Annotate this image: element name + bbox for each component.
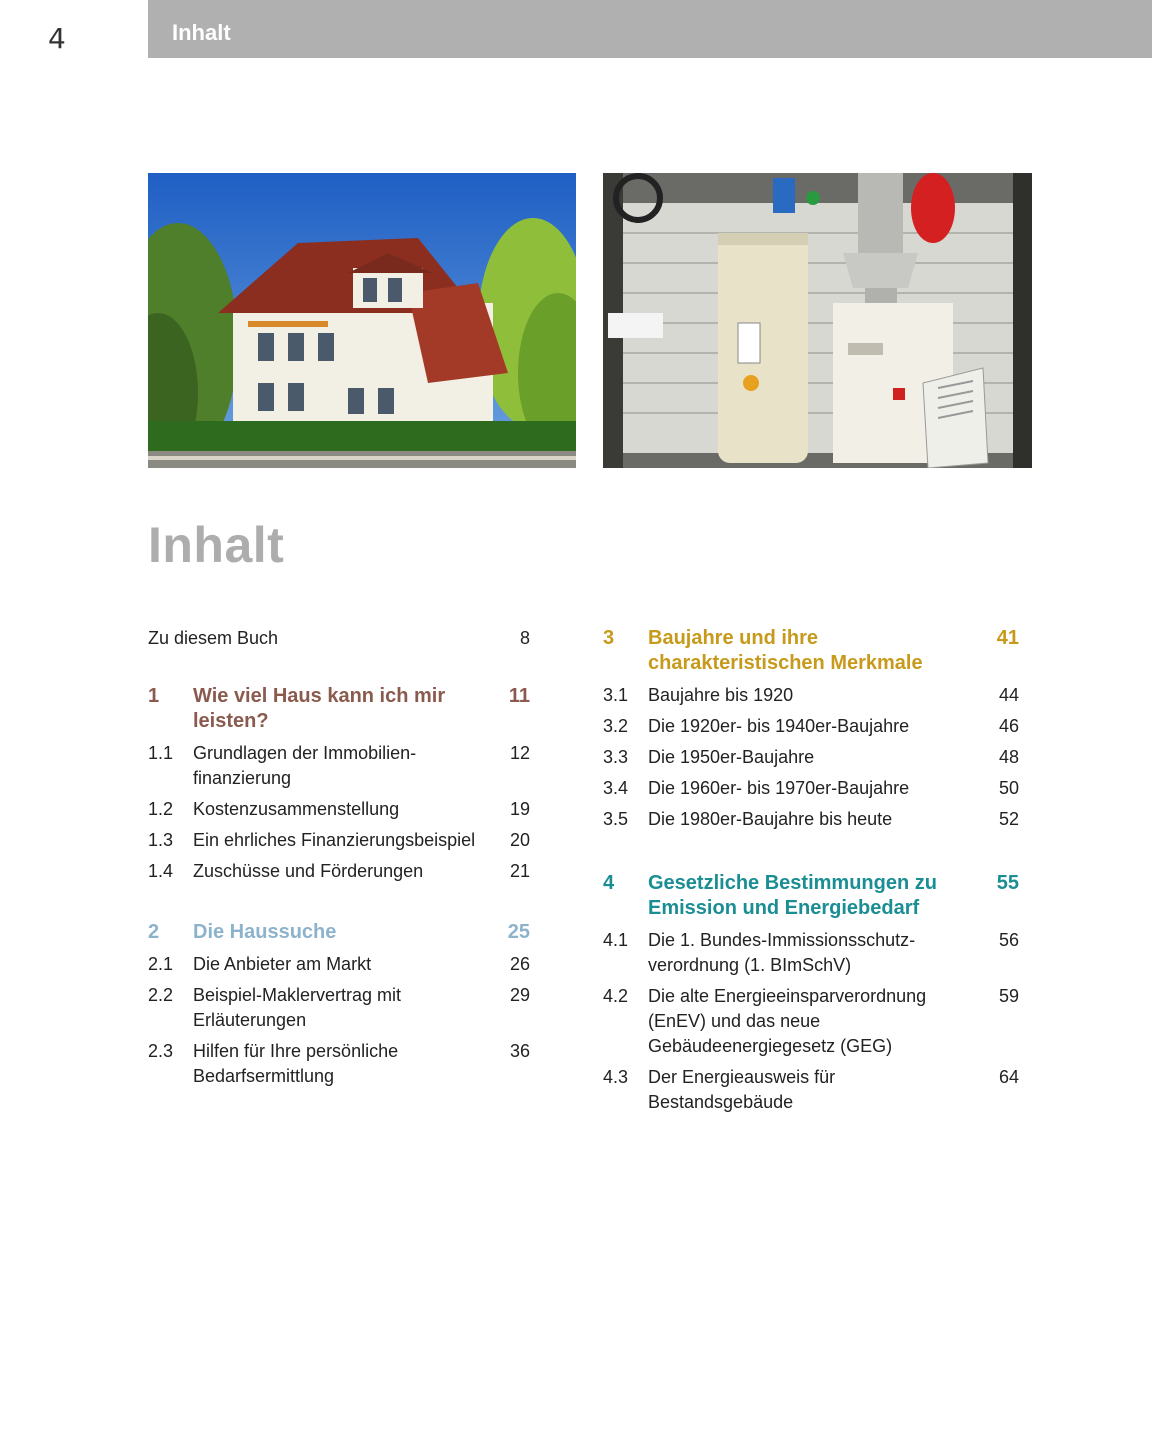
toc-entry-label: Die 1. Bundes-Immissionsschutz-verordnung (1. BImSchV) bbox=[648, 930, 916, 975]
toc-entry-page: 21 bbox=[509, 861, 530, 881]
toc-entry-number: 3.1 bbox=[603, 685, 629, 705]
header-bar bbox=[148, 0, 1152, 58]
toc-entry-number: 2.1 bbox=[148, 954, 174, 974]
toc-entry-label: Zu diesem Buch bbox=[148, 628, 279, 648]
toc-entry-label: Die Anbieter am Markt bbox=[193, 954, 372, 974]
toc-entry-number: 4.3 bbox=[603, 1067, 629, 1087]
toc-entry-page: 36 bbox=[509, 1041, 530, 1061]
toc-entry-number: 2.3 bbox=[148, 1041, 174, 1061]
toc-entry-2-1[interactable] bbox=[148, 952, 530, 977]
header-title: Inhalt bbox=[172, 20, 231, 45]
chapter-title: Gesetzliche Bestimmungen zu Emission und Energiebedarf bbox=[648, 872, 937, 919]
toc-entry-number: 2.2 bbox=[148, 985, 174, 1005]
toc-entry-2-3[interactable] bbox=[148, 1039, 530, 1089]
toc-entry-label: Beispiel-Maklervertrag mit Erläuterungen bbox=[193, 985, 402, 1030]
toc-chapter-1[interactable] bbox=[148, 684, 530, 734]
toc-entry-page: 64 bbox=[998, 1067, 1019, 1087]
toc-entry-page: 29 bbox=[509, 985, 530, 1005]
toc-entry-page: 26 bbox=[509, 954, 530, 974]
toc-entry-number: 4.2 bbox=[603, 986, 629, 1006]
toc-entry-label: Zuschüsse und Förderungen bbox=[193, 861, 424, 881]
chapter-page: 55 bbox=[996, 872, 1019, 894]
chapter-number: 2 bbox=[148, 921, 160, 943]
toc-entry-4-2[interactable] bbox=[603, 984, 1019, 1059]
toc-entry-number: 1.3 bbox=[148, 830, 174, 850]
toc-chapter-4[interactable] bbox=[603, 871, 1019, 921]
page-title: Inhalt bbox=[148, 517, 285, 573]
heating-system-photo bbox=[603, 173, 1032, 468]
chapter-title: Wie viel Haus kann ich mir leisten? bbox=[193, 685, 446, 732]
toc-entry-label: Der Energieausweis für Bestandsgebäude bbox=[648, 1067, 836, 1112]
toc-entry-number: 3.3 bbox=[603, 747, 629, 767]
toc-right-column bbox=[603, 626, 1019, 1121]
toc-entry-3-1[interactable] bbox=[603, 683, 1019, 708]
toc-entry-number: 3.4 bbox=[603, 778, 629, 798]
toc-entry-1-2[interactable] bbox=[148, 797, 530, 822]
toc-entry-label: Die 1950er-Baujahre bbox=[648, 747, 815, 767]
chapter-page: 25 bbox=[507, 921, 530, 943]
toc-entry-page: 50 bbox=[998, 778, 1019, 798]
toc-entry-label: Die 1920er- bis 1940er-Baujahre bbox=[648, 716, 910, 736]
toc-entry-3-2[interactable] bbox=[603, 714, 1019, 739]
toc-entry-page: 56 bbox=[998, 930, 1019, 950]
chapter-title: Die Haussuche bbox=[193, 921, 337, 943]
toc-entry-page: 12 bbox=[509, 743, 530, 763]
chapter-number: 4 bbox=[603, 872, 615, 894]
toc-entry-intro[interactable] bbox=[148, 626, 530, 651]
toc-entry-label: Die 1960er- bis 1970er-Baujahre bbox=[648, 778, 910, 798]
toc-entry-page: 48 bbox=[998, 747, 1019, 767]
toc-entry-label: Die alte Energieeinsparverordnung (EnEV) und das neue Gebäudeenergiegesetz (GEG) bbox=[648, 986, 927, 1056]
chapter-page: 11 bbox=[508, 685, 530, 707]
toc-entry-1-3[interactable] bbox=[148, 828, 530, 853]
toc-entry-4-3[interactable] bbox=[603, 1065, 1019, 1115]
toc-entry-page: 44 bbox=[998, 685, 1019, 705]
toc-entry-page: 20 bbox=[509, 830, 530, 850]
toc-entry-label: Ein ehrliches Finanzierungsbeispiel bbox=[193, 830, 476, 850]
toc-entry-number: 3.2 bbox=[603, 716, 629, 736]
chapter-title: Baujahre und ihre charakteristischen Merkmale bbox=[648, 627, 923, 674]
toc-entry-page: 8 bbox=[519, 628, 530, 648]
toc-entry-label: Kostenzusammenstellung bbox=[193, 799, 400, 819]
toc-entry-number: 3.5 bbox=[603, 809, 629, 829]
house-photo bbox=[148, 173, 576, 468]
toc-entry-number: 1.4 bbox=[148, 861, 174, 881]
chapter-number: 3 bbox=[603, 627, 615, 649]
chapter-page: 41 bbox=[996, 627, 1019, 649]
toc-left-column bbox=[148, 626, 530, 1095]
toc-entry-label: Grundlagen der Immobilien-finanzierung bbox=[193, 743, 417, 788]
toc-chapter-2[interactable] bbox=[148, 920, 530, 945]
page-number: 4 bbox=[48, 22, 66, 55]
toc-entry-1-1[interactable] bbox=[148, 741, 530, 791]
toc-entry-number: 4.1 bbox=[603, 930, 629, 950]
toc-entry-number: 1.2 bbox=[148, 799, 174, 819]
toc-entry-page: 59 bbox=[998, 986, 1019, 1006]
toc-entry-page: 52 bbox=[998, 809, 1019, 829]
toc-entry-3-3[interactable] bbox=[603, 745, 1019, 770]
toc-entry-3-4[interactable] bbox=[603, 776, 1019, 801]
toc-entry-1-4[interactable] bbox=[148, 859, 530, 884]
toc-entry-page: 46 bbox=[998, 716, 1019, 736]
chapter-number: 1 bbox=[148, 685, 160, 707]
toc-entry-number: 1.1 bbox=[148, 743, 174, 763]
toc-entry-label: Baujahre bis 1920 bbox=[648, 685, 794, 705]
toc-chapter-3[interactable] bbox=[603, 626, 1019, 676]
toc-entry-3-5[interactable] bbox=[603, 807, 1019, 832]
toc-entry-page: 19 bbox=[509, 799, 530, 819]
toc-entry-label: Hilfen für Ihre persönliche Bedarfsermittlung bbox=[193, 1041, 399, 1086]
toc-entry-label: Die 1980er-Baujahre bis heute bbox=[648, 809, 893, 829]
toc-entry-4-1[interactable] bbox=[603, 928, 1019, 978]
toc-entry-2-2[interactable] bbox=[148, 983, 530, 1033]
